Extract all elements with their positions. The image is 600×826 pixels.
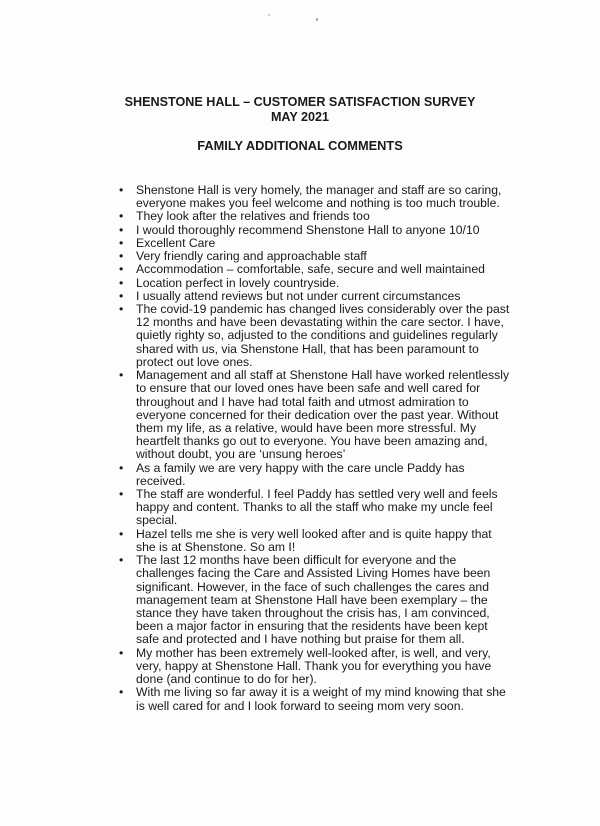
comment-item [117, 528, 517, 554]
bullet-icon: • [119, 235, 124, 250]
comment-line: My mother has been extremely well-looked after, is well, and very, [136, 645, 491, 660]
comment-line: without doubt, you are ‘unsung heroes’ [136, 447, 346, 462]
section-heading: FAMILY ADDITIONAL COMMENTS [197, 138, 403, 153]
comment-line: very, happy at Shenstone Hall. Thank you for everything you have [136, 658, 492, 673]
comment-item [117, 462, 517, 488]
comment-line: Accommodation – comfortable, safe, secure and well maintained [136, 262, 485, 277]
comment-line: to ensure that our loved ones have been safe and well cared for [136, 381, 481, 396]
comment-line: challenges facing the Care and Assisted Living Homes have been [136, 566, 491, 581]
comment-line: The staff are wonderful. I feel Paddy has settled very well and feels [136, 487, 498, 502]
comments-list [117, 184, 517, 713]
comment-line: stance they have taken throughout the crisis has, I am convinced, [136, 606, 490, 620]
comment-line: is well cared for and I look forward to seeing mom very soon. [136, 698, 464, 713]
scan-speck [268, 14, 270, 16]
bullet-icon: • [119, 249, 124, 264]
comment-line: I would thoroughly recommend Shenstone Hall to anyone 10/10 [136, 222, 480, 237]
comment-item [117, 263, 517, 276]
bullet-icon: • [119, 275, 124, 290]
comment-item [117, 686, 517, 712]
comment-line: been a major factor in ensuring that the residents have been kept [136, 619, 488, 634]
bullet-icon: • [119, 183, 124, 197]
comment-item [117, 184, 517, 210]
bullet-icon: • [119, 288, 124, 303]
comment-item [117, 290, 517, 303]
bullet-icon: • [119, 222, 124, 237]
comment-line: received. [136, 473, 186, 488]
document-title: SHENSTONE HALL – CUSTOMER SATISFACTION SURVEY [124, 95, 476, 109]
comment-line: As a family we are very happy with the care uncle Paddy has [136, 460, 465, 475]
comment-line: Hazel tells me she is very well looked after and is quite happy that [136, 526, 492, 541]
comment-line: The covid-19 pandemic has changed lives considerably over the past [136, 301, 510, 316]
comment-line: significant. However, in the face of such challenges the cares and [136, 579, 489, 594]
comment-item [117, 554, 517, 647]
comment-line: special. [136, 513, 178, 528]
comment-item [117, 277, 517, 290]
comment-item [117, 210, 517, 223]
comment-line: them my life, as a relative, would have been more stressful. My [136, 420, 477, 435]
bullet-icon: • [119, 685, 124, 700]
comment-line: happy and content. Thanks to all the staff who make my uncle feel [136, 500, 493, 515]
comment-line: They look after the relatives and friends too [136, 209, 370, 224]
comment-line: throughout and I have had total faith and utmost admiration to [136, 394, 469, 409]
comment-item [117, 488, 517, 528]
comment-item [117, 303, 517, 369]
comment-line: everyone concerned for their dedication over the past year. Without [136, 407, 499, 422]
comment-line: The last 12 months have been difficult for everyone and the [136, 553, 457, 568]
comment-line: With me living so far away it is a weight of my mind knowing that she [136, 685, 506, 700]
comment-line: protect out love ones. [136, 354, 253, 369]
bullet-icon: • [119, 301, 124, 316]
bullet-icon: • [119, 553, 124, 568]
comment-line: everyone makes you feel welcome and nothing is too much trouble. [136, 196, 500, 211]
bullet-icon: • [119, 368, 124, 383]
comment-line: done (and continue to do for her). [136, 672, 317, 687]
bullet-icon: • [119, 487, 124, 502]
comment-item [117, 369, 517, 462]
comment-line: shared with us, via Shenstone Hall, that has been paramount to [136, 341, 479, 356]
bullet-icon: • [119, 209, 124, 224]
comment-line: Location perfect in lovely countryside. [136, 275, 340, 290]
comment-line: Excellent Care [136, 235, 216, 250]
comment-item [117, 647, 517, 687]
comment-line: Management and all staff at Shenstone Hall have worked relentlessly [136, 368, 510, 383]
comment-item [117, 224, 517, 237]
document-date: MAY 2021 [270, 110, 330, 124]
comment-line: heartfelt thanks go out to everyone. You have been amazing and, [136, 434, 488, 449]
bullet-icon: • [119, 645, 124, 660]
comment-line: safe and protected and I have nothing but praise for them all. [136, 632, 465, 647]
comment-line: 12 months and have been devastating within the care sector. I have, [136, 315, 504, 330]
scan-speck [316, 18, 318, 21]
comment-line: quietly righty so, adjusted to the conditions and guidelines regularly [136, 328, 498, 343]
bullet-icon: • [119, 460, 124, 475]
comment-line: she is at Shenstone. So am I! [136, 539, 296, 554]
comment-line: I usually attend reviews but not under current circumstances [136, 288, 461, 303]
bullet-icon: • [119, 526, 124, 541]
comment-line: management team at Shenstone Hall have been exemplary – the [136, 592, 488, 607]
bullet-icon: • [119, 262, 124, 277]
comment-line: Shenstone Hall is very homely, the manager and staff are so caring, [136, 183, 502, 197]
comment-line: Very friendly caring and approachable staff [136, 249, 367, 264]
